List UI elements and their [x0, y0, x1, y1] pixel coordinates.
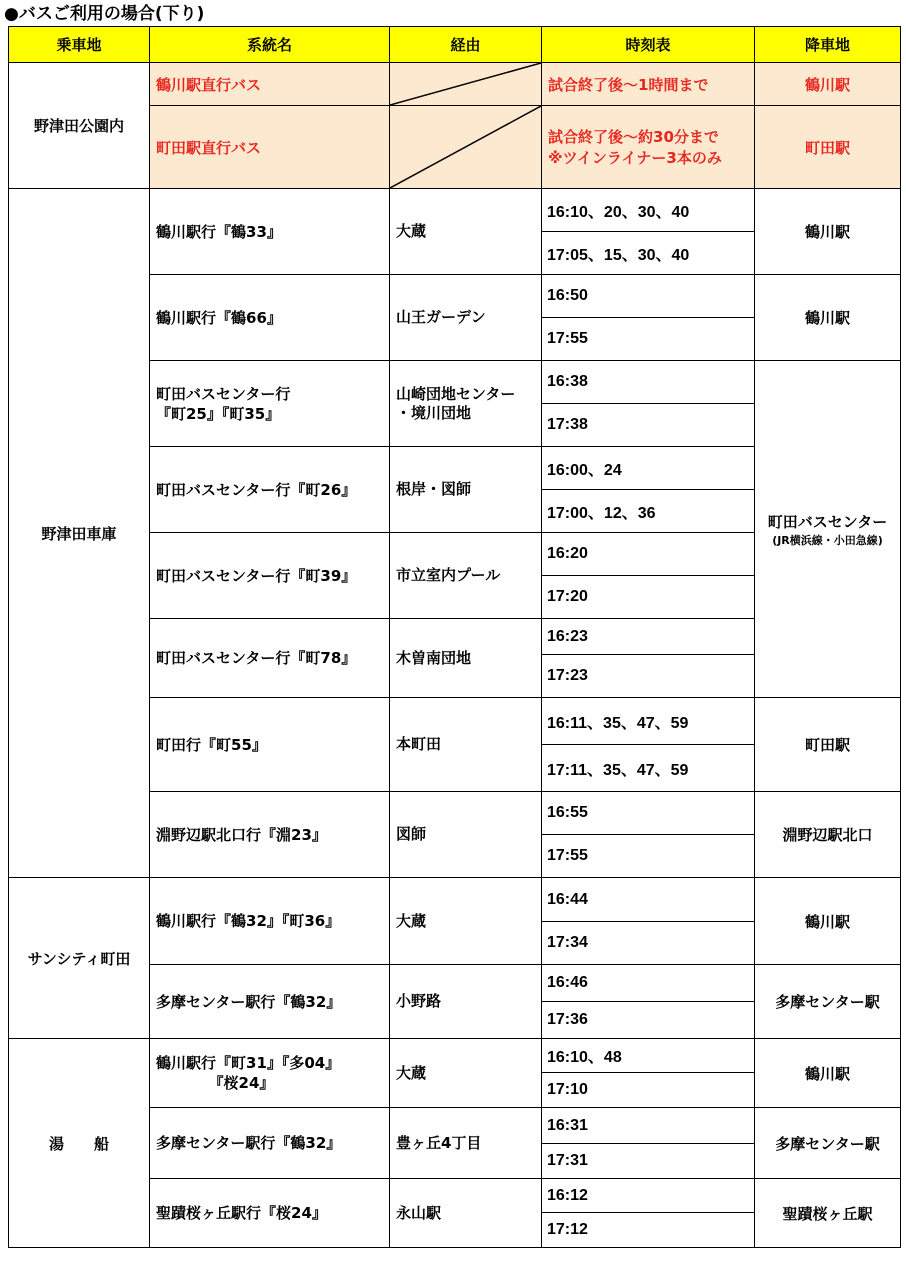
- via-name: 山王ガーデン: [390, 275, 542, 361]
- boarding-stop: サンシティ町田: [9, 878, 150, 1039]
- via-name: 大蔵: [390, 878, 542, 965]
- via-blank: [390, 63, 542, 106]
- time-17: 17:36: [542, 1002, 755, 1039]
- table-row: [9, 1039, 901, 1073]
- time-16: 16:38: [542, 361, 755, 404]
- via-name: 小野路: [390, 965, 542, 1039]
- route-name: 淵野辺駅北口行『淵23』: [150, 792, 390, 878]
- route-name: 鶴川駅行『鶴32』『町36』: [150, 878, 390, 965]
- via-name: 根岸・図師: [390, 447, 542, 533]
- time-17: 17:55: [542, 318, 755, 361]
- time-17: 17:05、15、30、40: [542, 232, 755, 275]
- alighting-stop: 多摩センター駅: [755, 965, 901, 1039]
- header-row: [9, 27, 901, 63]
- alighting-stop: 鶴川駅: [755, 878, 901, 965]
- via-name: 図師: [390, 792, 542, 878]
- time-16: 16:55: [542, 792, 755, 835]
- alighting-stop: 鶴川駅: [755, 189, 901, 275]
- time-17: 17:55: [542, 835, 755, 878]
- boarding-stop: 野津田公園内: [9, 63, 150, 189]
- bus-timetable: [8, 26, 901, 1248]
- route-name: 町田バスセンター行『町78』: [150, 619, 390, 698]
- time-17: 17:12: [542, 1213, 755, 1248]
- route-name: 多摩センター駅行『鶴32』: [150, 965, 390, 1039]
- via-name: 山崎団地センター ・境川団地: [390, 361, 542, 447]
- route-name: 多摩センター駅行『鶴32』: [150, 1108, 390, 1179]
- special-time: 試合終了後～1時間まで: [542, 63, 755, 106]
- time-17: 17:23: [542, 655, 755, 698]
- table-row: [9, 189, 901, 232]
- time-16: 16:50: [542, 275, 755, 318]
- time-16: 16:31: [542, 1108, 755, 1144]
- alighting-stop: 鶴川駅: [755, 275, 901, 361]
- time-16: 16:10、20、30、40: [542, 189, 755, 232]
- header-route: 系統名: [150, 27, 390, 63]
- header-boarding: 乗車地: [9, 27, 150, 63]
- route-name: 町田バスセンター行『町26』: [150, 447, 390, 533]
- time-16: 16:20: [542, 533, 755, 576]
- time-17: 17:34: [542, 922, 755, 965]
- table-row: [9, 878, 901, 922]
- alighting-stop: 町田駅: [755, 698, 901, 792]
- alighting-stop: 鶴川駅: [755, 63, 901, 106]
- time-16: 16:10、48: [542, 1039, 755, 1073]
- route-name: 鶴川駅行『鶴33』: [150, 189, 390, 275]
- route-name: 鶴川駅直行バス: [150, 63, 390, 106]
- via-name: 永山駅: [390, 1179, 542, 1248]
- time-16: 16:11、35、47、59: [542, 698, 755, 745]
- route-name: 鶴川駅行『町31』『多04』 『桜24』: [150, 1039, 390, 1108]
- route-name: 町田バスセンター行 『町25』『町35』: [150, 361, 390, 447]
- time-17: 17:31: [542, 1144, 755, 1179]
- boarding-stop: 湯 船: [9, 1039, 150, 1248]
- special-time: 試合終了後～約30分まで ※ツインライナー3本のみ: [542, 106, 755, 189]
- alighting-stop: 町田バスセンター (JR横浜線・小田急線): [755, 361, 901, 698]
- via-blank: [390, 106, 542, 189]
- time-16: 16:00、24: [542, 447, 755, 490]
- page-title: ●バスご利用の場合(下り): [4, 4, 205, 24]
- time-16: 16:46: [542, 965, 755, 1002]
- via-name: 本町田: [390, 698, 542, 792]
- alighting-stop: 鶴川駅: [755, 1039, 901, 1108]
- table-row: [9, 63, 901, 106]
- time-16: 16:23: [542, 619, 755, 655]
- time-17: 17:11、35、47、59: [542, 745, 755, 792]
- header-via: 経由: [390, 27, 542, 63]
- via-name: 木曽南団地: [390, 619, 542, 698]
- alighting-stop: 多摩センター駅: [755, 1108, 901, 1179]
- route-name: 町田行『町55』: [150, 698, 390, 792]
- via-name: 大蔵: [390, 189, 542, 275]
- alighting-stop: 淵野辺駅北口: [755, 792, 901, 878]
- header-timetable: 時刻表: [542, 27, 755, 63]
- route-name: 町田バスセンター行『町39』: [150, 533, 390, 619]
- time-17: 17:00、12、36: [542, 490, 755, 533]
- via-name: 大蔵: [390, 1039, 542, 1108]
- time-17: 17:10: [542, 1073, 755, 1108]
- route-name: 町田駅直行バス: [150, 106, 390, 189]
- time-17: 17:38: [542, 404, 755, 447]
- route-name: 鶴川駅行『鶴66』: [150, 275, 390, 361]
- alighting-stop: 町田駅: [755, 106, 901, 189]
- header-alighting: 降車地: [755, 27, 901, 63]
- route-name: 聖蹟桜ヶ丘駅行『桜24』: [150, 1179, 390, 1248]
- boarding-stop: 野津田車庫: [9, 189, 150, 878]
- time-16: 16:12: [542, 1179, 755, 1213]
- via-name: 豊ヶ丘4丁目: [390, 1108, 542, 1179]
- alighting-stop: 聖蹟桜ヶ丘駅: [755, 1179, 901, 1248]
- via-name: 市立室内プール: [390, 533, 542, 619]
- time-16: 16:44: [542, 878, 755, 922]
- time-17: 17:20: [542, 576, 755, 619]
